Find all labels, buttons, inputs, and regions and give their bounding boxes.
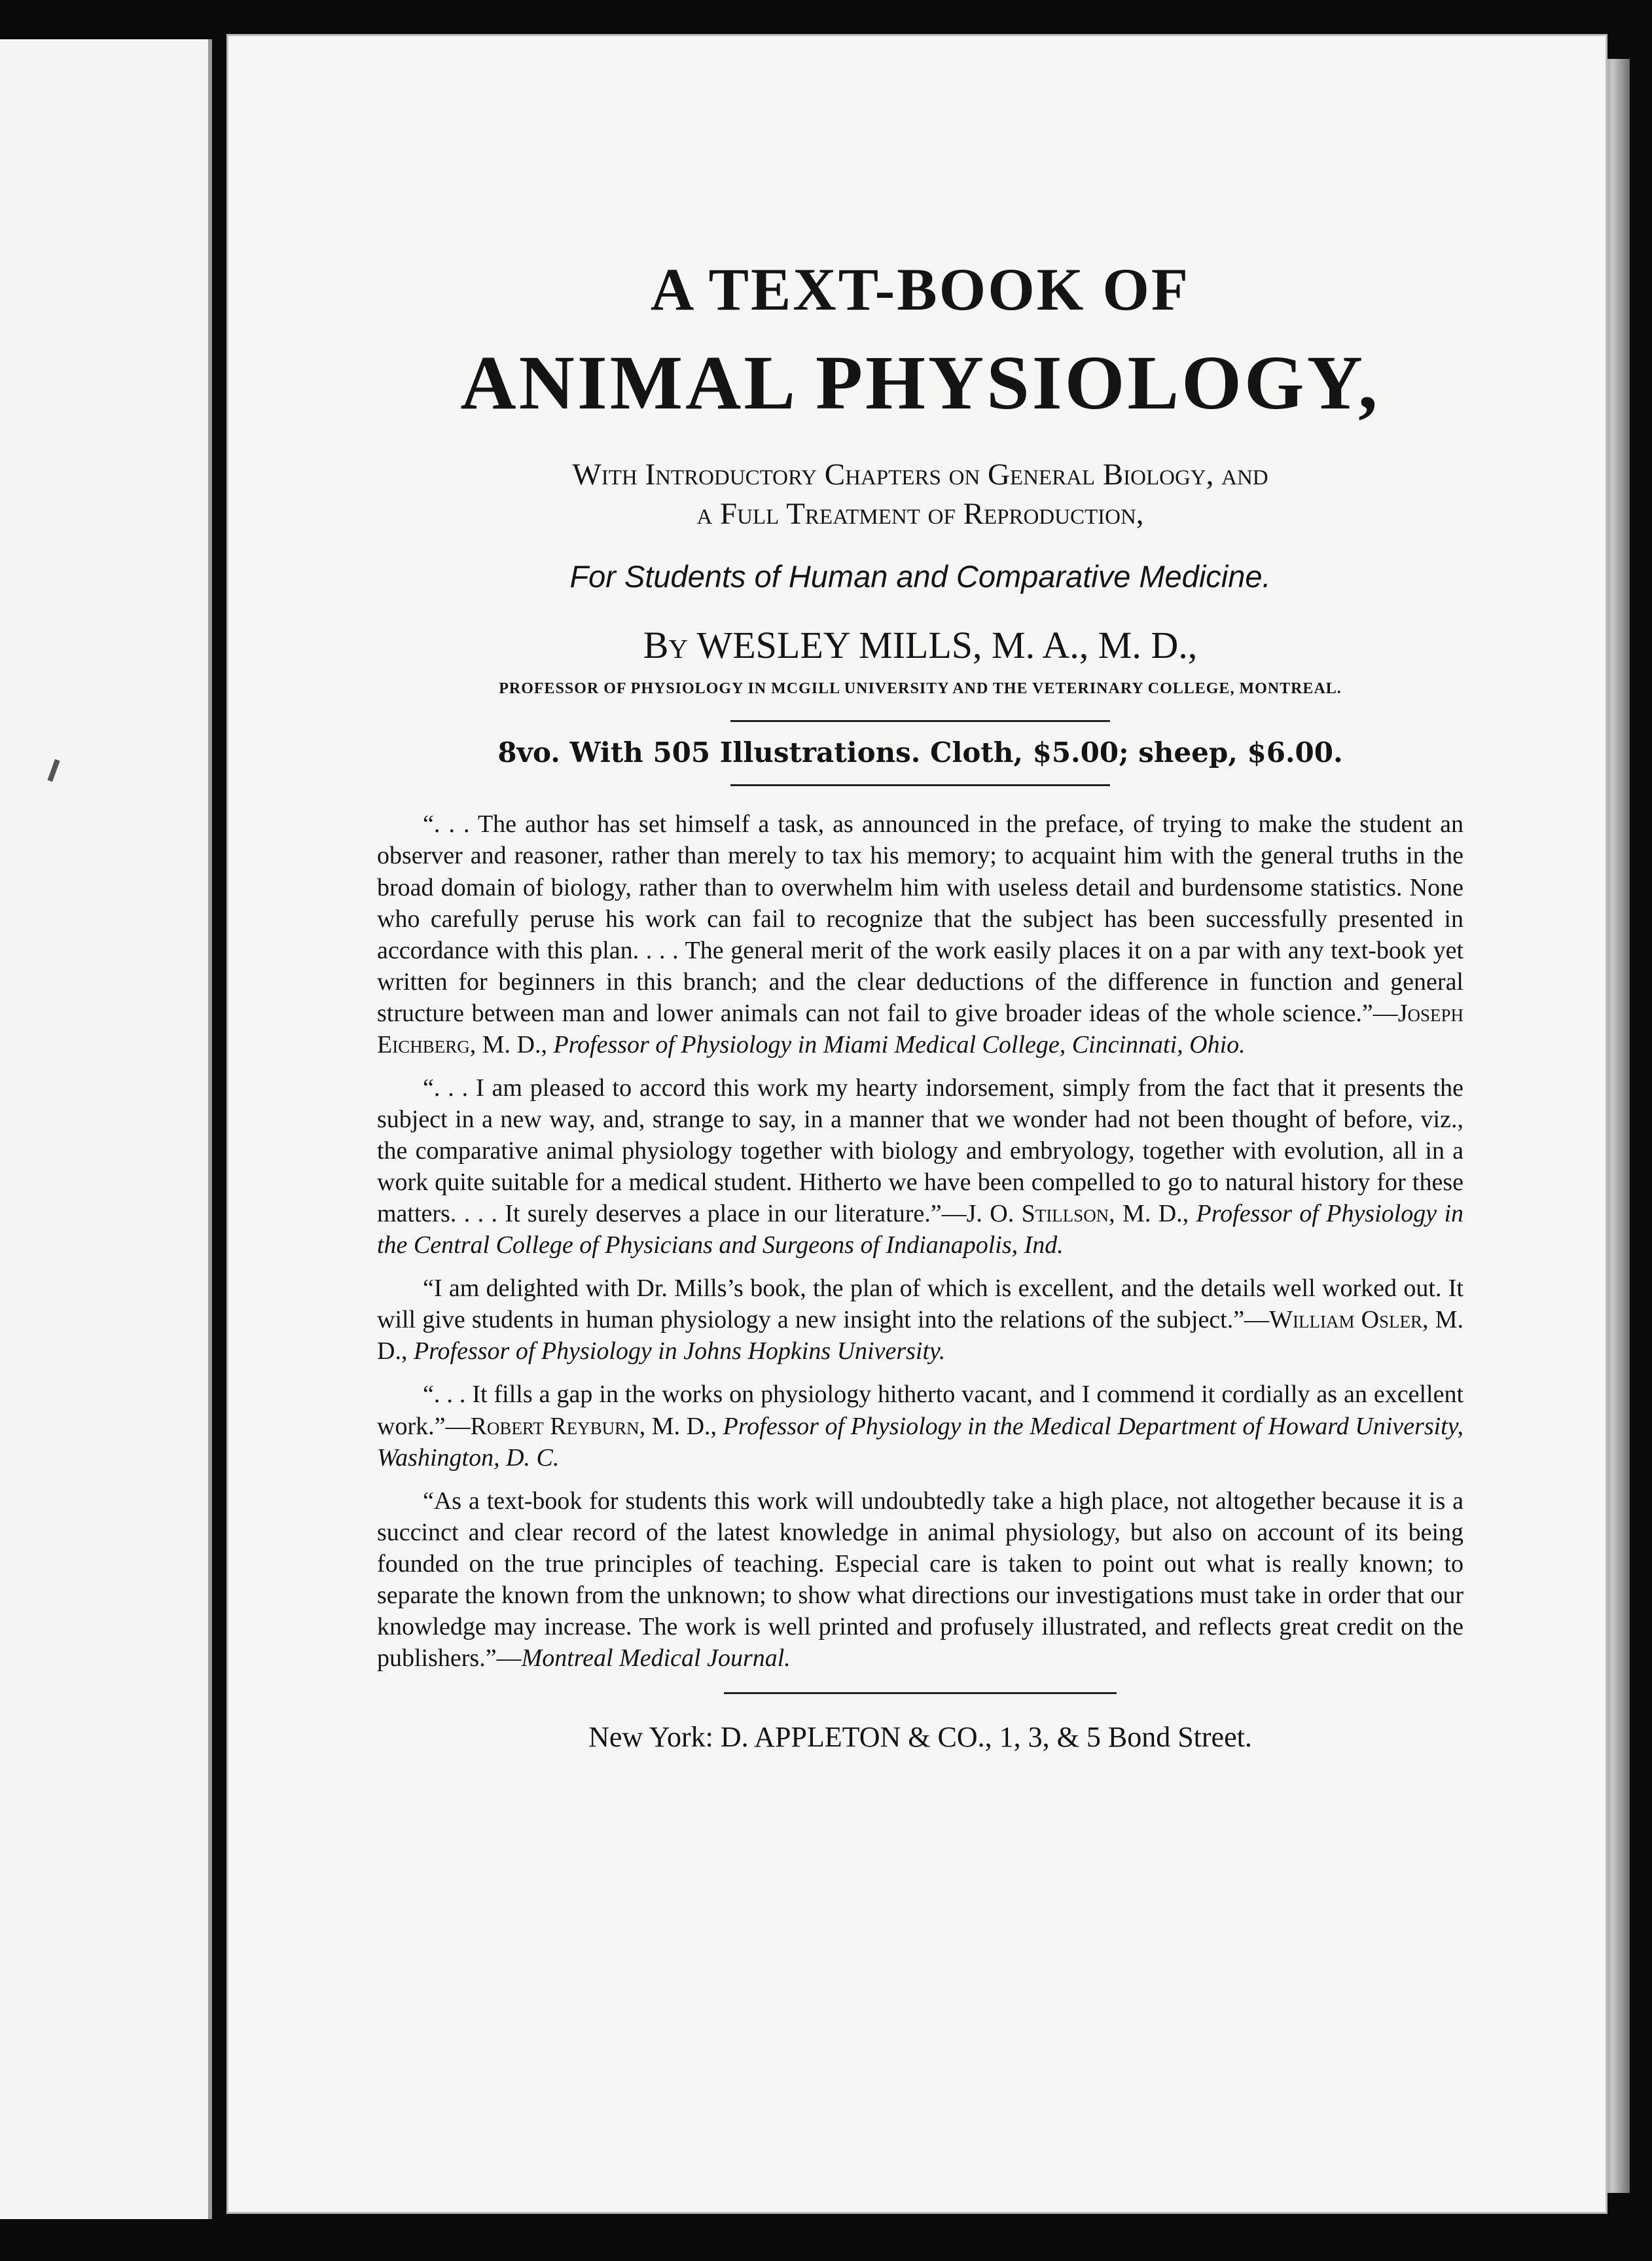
reviewer-role: Professor of Physiology in Johns Hopkins University. xyxy=(413,1337,946,1366)
reviewer-name: Joseph Eichberg, M. D., xyxy=(377,999,1463,1058)
review-quote xyxy=(377,1485,1463,1674)
author-prefix: By xyxy=(643,624,689,667)
reviewer-name: William Osler, M. D., xyxy=(377,1306,1463,1366)
review-quote xyxy=(377,808,1463,1060)
reviewer-role: Professor of Physiology in the Central College of Physicians and Surgeons of Indianapolis, Ind. xyxy=(377,1200,1464,1259)
ink-mark xyxy=(47,759,60,782)
subtitle-line-2: a Full Treatment of Reproduction, xyxy=(696,497,1144,532)
title-line-2: ANIMAL PHYSIOLOGY, xyxy=(460,340,1380,426)
page-content xyxy=(377,257,1463,1754)
subtitle-line-1: With Introductory Chapters on General Biology, and xyxy=(572,458,1268,492)
reviewer-name: J. O. Stillson, M. D., xyxy=(966,1200,1189,1228)
review-quote xyxy=(377,1273,1463,1367)
reviewer-name: Robert Reyburn, M. D., xyxy=(470,1412,717,1440)
review-text: “I am delighted with Dr. Mills’s book, the plan of which is excellent, and the details well worked out. It will give students in human physiology a new insight into the relations of the subject.”— xyxy=(377,1275,1463,1334)
author-name: WESLEY MILLS, M. A., M. D., xyxy=(696,624,1198,667)
review-quote xyxy=(377,1072,1463,1261)
review-text: “. . . It fills a gap in the works on physiology hitherto vacant, and I commend it cordially as an excellent work.”— xyxy=(377,1381,1463,1440)
reviewer-role: Montreal Medical Journal. xyxy=(521,1644,791,1672)
publisher-line: New York: D. APPLETON & CO., 1, 3, & 5 Bond Street. xyxy=(588,1721,1252,1754)
review-text: “. . . The author has set himself a task, as announced in the preface, of trying to make the student an observer and reasoner, rather than merely to tax his memory; to acquaint him with the general truths in the broad domain of biology, rather than to overwhelm him with useless detail and burdensome statistics. None who carefully peruse his work can fail to recognize that the subject has been successfully presented in accordance with this plan. . . . The general merit of the work easily places it on a par with any text-book yet written for beginners in this branch; and the clear deductions of the difference in function and general structure between man and lower animals can not fail to give broader ideas of the whole science.”— xyxy=(377,810,1463,1027)
reviewer-role: Professor of Physiology in Miami Medical College, Cincinnati, Ohio. xyxy=(553,1030,1246,1058)
audience-line: For Students of Human and Comparative Medicine. xyxy=(569,559,1271,594)
divider xyxy=(730,720,1110,722)
edition-price: 8vo. With 505 Illustrations. Cloth, $5.00; sheep, $6.00. xyxy=(497,736,1343,769)
author-line xyxy=(377,623,1463,667)
author-affiliation: PROFESSOR OF PHYSIOLOGY IN MCGILL UNIVERSITY AND THE VETERINARY COLLEGE, MONTREAL. xyxy=(499,680,1342,698)
reviewer-role: Professor of Physiology in the Medical Department of Howard University, Washington, D. C. xyxy=(377,1412,1463,1472)
review-text: “As a text-book for students this work will undoubtedly take a high place, not altogether because it is a succinct and clear record of the latest knowledge in animal physiology, but also on account of its being founded on the true principles of teaching. Especial care is taken to point out what is really known; to separate the known from the unknown; to show what directions our investigations must take in order that our knowledge may increase. The work is well printed and profusely illustrated, and reflects great credit on the publishers.”— xyxy=(377,1487,1463,1672)
divider xyxy=(730,784,1110,786)
facing-page xyxy=(0,39,212,2219)
review-text: “. . . I am pleased to accord this work my hearty indorsement, simply from the fact that it presents the subject in a new way, and, strange to say, in a manner that we wonder had not been thought of before, viz., the comparative animal physiology together with biology and embryology, together with evolution, all in a work quite suitable for a medical student. Hitherto we have been compelled to go to natural history for these matters. . . . It surely deserves a place in our literature.”— xyxy=(377,1074,1463,1228)
title-line-1: A TEXT-BOOK OF xyxy=(650,256,1191,323)
subtitle xyxy=(377,455,1463,534)
advertisement-page xyxy=(226,34,1607,2214)
review-quote xyxy=(377,1379,1463,1473)
divider xyxy=(724,1692,1117,1694)
